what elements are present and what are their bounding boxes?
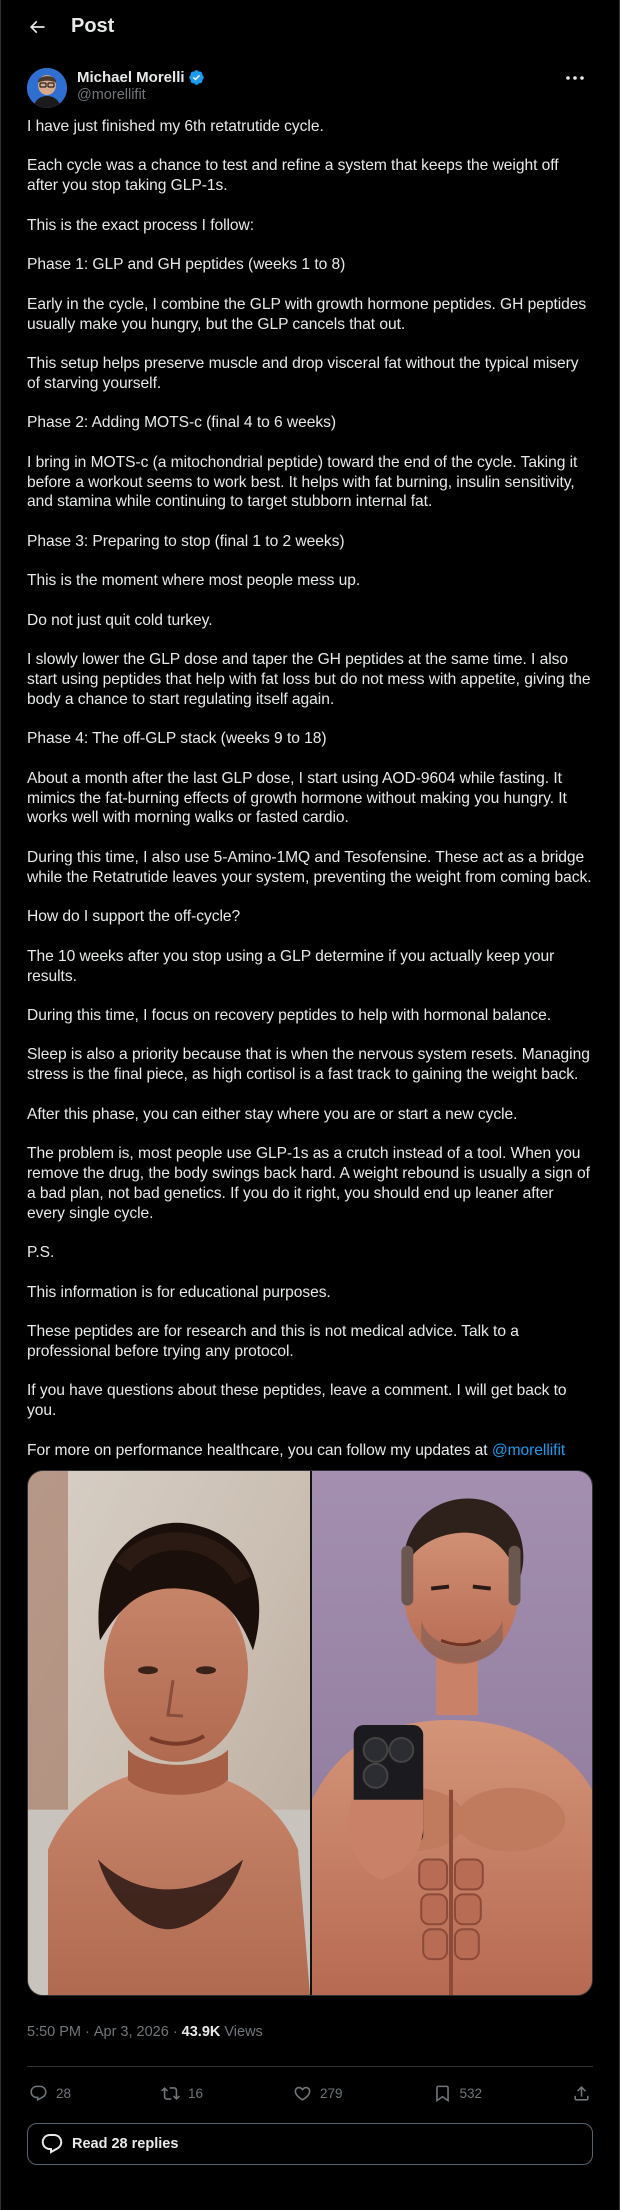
post-paragraph: I slowly lower the GLP dose and taper the GH peptides at the same time. I also start using peptides that help with fat loss but do not mess with appetite, giving the body a chance to start regulating itself again. (27, 651, 591, 708)
post-paragraph: Sleep is also a priority because that is when the nervous system resets. Managing stress is the final piece, as high cortisol is a fast track to gaining the weight back. (27, 1046, 590, 1084)
repost-icon (161, 2084, 180, 2103)
post-meta (27, 2022, 593, 2042)
post-paragraph: Phase 2: Adding MOTS-c (final 4 to 6 weeks) (27, 414, 337, 432)
post-paragraph: Early in the cycle, I combine the GLP with growth hormone peptides. GH peptides usually make you hungry, but the GLP cancels that out. (27, 295, 587, 333)
post-paragraph: The 10 weeks after you stop using a GLP determine if you actually keep your results. (27, 947, 555, 985)
avatar[interactable] (27, 68, 67, 108)
post (1, 53, 619, 2165)
reply-icon (29, 2084, 48, 2103)
arrow-left-icon (27, 17, 47, 37)
after-photo[interactable] (312, 1471, 592, 1995)
page-title: Post (71, 15, 115, 37)
back-button[interactable] (27, 17, 47, 37)
like-button[interactable] (293, 2084, 343, 2103)
verified-badge-icon (188, 69, 205, 86)
post-paragraph: This information is for educational purposes. (27, 1283, 331, 1301)
post-paragraph: I bring in MOTS-c (a mitochondrial peptide) toward the end of the cycle. Taking it before a workout seems to work best. It helps with fat burning, insulin sensitivity, and stamina while continuing to target stubborn internal fat. (27, 453, 578, 511)
author-row (27, 61, 593, 113)
before-photo[interactable] (28, 1471, 310, 1995)
final-text: For more on performance healthcare, you can follow my updates at (27, 1441, 492, 1459)
post-paragraph: I have just finished my 6th retatrutide cycle. (27, 118, 324, 135)
read-replies-label: Read 28 replies (72, 2136, 179, 2153)
views-label: Views (224, 2024, 263, 2041)
post-paragraph: If you have questions about these peptides, leave a comment. I will get back to you. (27, 1382, 567, 1420)
meta-separator: · (85, 2024, 90, 2041)
post-paragraph: The problem is, most people use GLP-1s as a crutch instead of a tool. When you remove the drug, the body swings back hard. A weight rebound is usually a sign of a bad plan, not bad genetics. If you do it right, you should end up leaner after every single cycle. (27, 1145, 590, 1222)
mention-link[interactable]: @morellifit (491, 1441, 566, 1459)
more-options-button[interactable] (563, 66, 587, 90)
post-date[interactable]: Apr 3, 2026 (93, 2024, 169, 2041)
read-replies-button[interactable] (27, 2123, 593, 2165)
more-horizontal-icon (563, 66, 587, 90)
post-paragraph: Phase 4: The off-GLP stack (weeks 9 to 18) (27, 730, 327, 748)
before-photo-image (28, 1471, 310, 1995)
post-paragraph-final (27, 1441, 593, 1461)
reply-bubble-icon (40, 2132, 64, 2156)
action-bar (27, 2067, 593, 2119)
post-paragraph: Each cycle was a chance to test and refine a system that keeps the weight off after you stop taking GLP-1s. (27, 157, 559, 195)
post-paragraph: P.S. (27, 1244, 55, 1262)
post-paragraph: This setup helps preserve muscle and drop visceral fat without the typical misery of starving yourself. (27, 355, 579, 392)
share-button[interactable] (572, 2084, 591, 2103)
after-photo-image (312, 1471, 592, 1995)
like-count: 279 (320, 2085, 343, 2101)
post-paragraph: This is the moment where most people mess up. (27, 572, 361, 590)
post-paragraph: Phase 1: GLP and GH peptides (weeks 1 to 8) (27, 256, 346, 274)
post-body (27, 117, 593, 1460)
views-count: 43.9K (181, 2024, 221, 2041)
bookmark-icon (433, 2084, 452, 2103)
post-paragraph: During this time, I focus on recovery peptides to help with hormonal balance. (27, 1007, 552, 1024)
repost-button[interactable] (161, 2084, 203, 2103)
reply-button[interactable] (29, 2084, 71, 2103)
heart-icon (293, 2084, 312, 2103)
post-paragraph: Do not just quit cold turkey. (27, 611, 213, 629)
post-paragraph: During this time, I also use 5-Amino-1MQ and Tesofensine. These act as a bridge while the Retatrutide leaves your system, preventing the weight from coming back. (27, 848, 592, 886)
name-line (77, 69, 563, 86)
share-icon (572, 2084, 591, 2103)
bookmark-button[interactable] (433, 2084, 483, 2103)
post-paragraph: After this phase, you can either stay where you are or start a new cycle. (27, 1105, 518, 1123)
post-time[interactable]: 5:50 PM (27, 2024, 81, 2041)
top-bar (1, 0, 619, 53)
post-paragraph: This is the exact process I follow: (27, 216, 255, 234)
post-media[interactable] (27, 1470, 593, 1996)
bookmark-count: 532 (459, 2085, 483, 2101)
reply-count: 28 (56, 2085, 72, 2101)
post-paragraph: About a month after the last GLP dose, I start using AOD-9604 while fasting. It mimics the fat-burning effects of growth hormone without making you hungry. It works well with morning walks or fasted cardio. (27, 769, 567, 827)
post-paragraph: These peptides are for research and this is not medical advice. Talk to a professional before trying any protocol. (27, 1323, 519, 1360)
avatar-image (27, 68, 67, 108)
meta-separator: · (172, 2024, 178, 2041)
post-paragraph: Phase 3: Preparing to stop (final 1 to 2 weeks) (27, 532, 345, 550)
author-handle[interactable]: @morellifit (77, 87, 146, 103)
author-info (77, 61, 563, 103)
author-name[interactable]: Michael Morelli (77, 69, 185, 86)
repost-count: 16 (188, 2085, 204, 2101)
post-paragraph: How do I support the off-cycle? (27, 908, 241, 926)
